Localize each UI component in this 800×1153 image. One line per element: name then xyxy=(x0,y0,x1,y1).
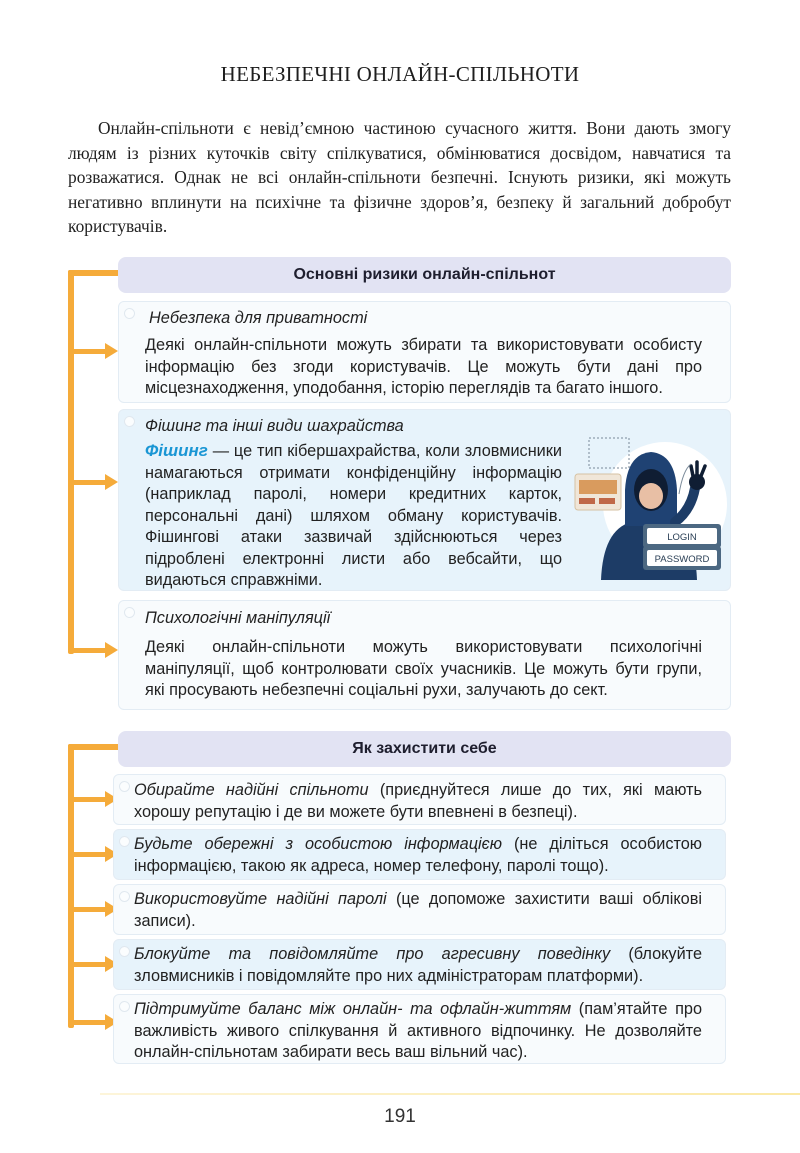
protect-bracket-top xyxy=(68,744,120,750)
protect-bracket-vertical xyxy=(68,744,74,1028)
risks-bracket-top xyxy=(68,270,120,276)
tip-lead: Блокуйте та повідомляйте про агресивну поведінку xyxy=(134,945,611,963)
tip-card xyxy=(113,884,726,935)
arrow-right-icon xyxy=(70,907,106,912)
tip-card xyxy=(113,774,726,825)
risk-manipulation-body: Деякі онлайн-спільноти можуть використовувати психологічні маніпуляції, щоб контролювати своїх учасників. Це можуть бути групи, які просувають небезпечні соціальні рухи, залучають до сект. xyxy=(145,638,702,699)
protect-header xyxy=(118,731,731,767)
arrow-right-icon xyxy=(70,349,106,354)
tip-lead: Обирайте надійні спільноти xyxy=(134,781,369,799)
tip-text xyxy=(134,944,702,987)
hacker-illustration xyxy=(573,430,731,580)
tip-rest: (блокуйте зловмисників і повідомляйте про них адміністраторам платформи). xyxy=(134,945,702,985)
risk-privacy-title: Небезпека для приватності xyxy=(149,309,368,327)
risks-bracket-vertical xyxy=(68,270,74,654)
intro-paragraph: Онлайн-спільноти є невід’ємною частиною сучасного життя. Вони дають змогу людям із різних куточків світу спілкуватися, обмінюватися досвідом, навчатися та розважатися. Однак не всі онлайн-спільноти безпечні. Існують ризики, які можуть негативно вплинути на психічне та фізичне здоров’я, безпеку й загальний добробут користувачів. xyxy=(68,118,731,237)
risk-privacy-body: Деякі онлайн-спільноти можуть збирати та використовувати особисту інформацію без згоди користувачів. Це можуть бути дані про місцезнаходження, уподобання, історію переглядів та багато іншого. xyxy=(145,336,702,397)
tip-lead: Використовуйте надійні паролі xyxy=(134,890,387,908)
risk-phishing-body xyxy=(145,440,562,591)
tip-text xyxy=(134,780,702,823)
phishing-term: Фішинг xyxy=(145,441,208,460)
tip-rest: (пам’ятайте про важливість живого спілкування й активного відпочинку. Не дозволяйте онлайн-спільнотам забирати весь ваш вільний час). xyxy=(134,1000,703,1061)
tip-rest: (приєднуйтеся лише до тих, які мають хорошу репутацію і де ви можете бути впевнені в безпеці). xyxy=(134,781,702,821)
risk-card-phishing xyxy=(118,409,731,591)
tip-card xyxy=(113,829,726,880)
bullet-dot xyxy=(124,308,135,319)
tip-text xyxy=(134,999,702,1064)
arrow-right-icon xyxy=(70,480,106,485)
tip-rest: (не діліться особистою інформацією, такою як адреса, номер телефону, паролі тощо). xyxy=(134,835,703,875)
bullet-dot xyxy=(119,1001,130,1012)
phishing-definition: — це тип кібершахрайства, коли зловмисники намагаються отримати конфіденційну інформацію (наприклад паролі, номери кредитних карток, персональні дані) шляхом обману користувачів. Фішингові атаки зазвичай здійснюються через підроблені електронні листи або вебсайти, що видаються справжніми. xyxy=(145,442,562,589)
login-label: LOGIN xyxy=(667,532,697,543)
tip-lead: Підтримуйте баланс між онлайн- та офлайн-життям xyxy=(134,1000,572,1018)
risk-manipulation-title: Психологічні маніпуляції xyxy=(145,609,331,627)
arrow-right-icon xyxy=(70,962,106,967)
tip-text xyxy=(134,834,702,877)
bullet-dot xyxy=(124,416,135,427)
risks-header xyxy=(118,257,731,293)
bullet-dot xyxy=(124,607,135,618)
tip-card xyxy=(113,939,726,990)
arrow-right-icon xyxy=(70,852,106,857)
tip-text xyxy=(134,889,702,932)
risk-card-privacy xyxy=(118,301,731,403)
bullet-dot xyxy=(119,946,130,957)
risk-phishing-title: Фішинг та інші види шахрайства xyxy=(145,417,404,435)
bullet-dot xyxy=(119,891,130,902)
protect-header-label: Як захистити себе xyxy=(352,740,497,757)
risks-header-label: Основні ризики онлайн-спільнот xyxy=(293,266,556,283)
tip-lead: Будьте обережні з особистою інформацією xyxy=(134,835,502,853)
bullet-dot xyxy=(119,781,130,792)
bullet-dot xyxy=(119,836,130,847)
arrow-right-icon xyxy=(70,648,106,653)
risk-card-manipulation xyxy=(118,600,731,710)
arrow-right-icon xyxy=(70,1020,106,1025)
arrow-right-icon xyxy=(70,797,106,802)
footer-divider xyxy=(100,1093,800,1095)
tip-rest: (це допоможе захистити ваші облікові записи). xyxy=(134,890,702,930)
page-title: НЕБЕЗПЕЧНІ ОНЛАЙН-СПІЛЬНОТИ xyxy=(220,62,580,86)
password-label: PASSWORD xyxy=(654,554,710,565)
page-number: 191 xyxy=(384,1106,416,1127)
tip-card xyxy=(113,994,726,1064)
